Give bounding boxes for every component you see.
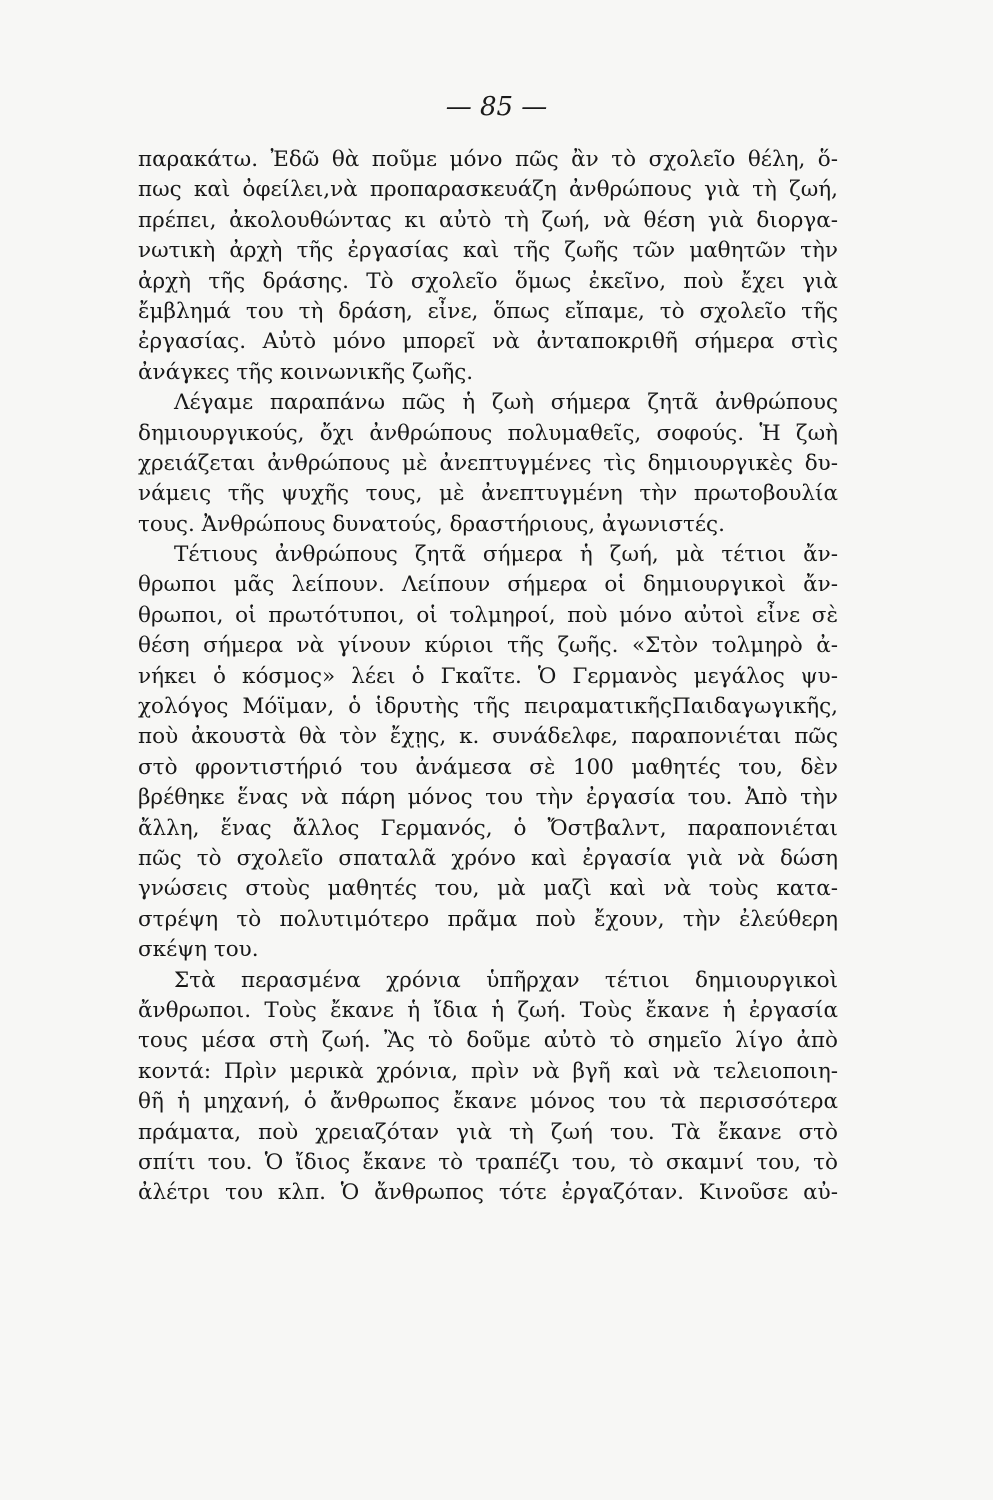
text-line: παρακάτω. Ἐδῶ θὰ ποῦμε μόνο πῶς ἂν τὸ σχολεῖο θέλη, ὅ- — [138, 147, 838, 172]
text-line: πρέπει, ἀκολουθώντας κι αὐτὸ τὴ ζωή, νὰ θέση γιὰ διοργα- — [138, 207, 838, 233]
text-line: τους. Ἀνθρώπους δυνατούς, δραστήριους, ἀγωνιστές. — [138, 511, 725, 537]
text-line: δημιουργικούς, ὄχι ἀνθρώπους πολυμαθεῖς, σοφούς. Ἡ ζωὴ — [138, 420, 838, 446]
text-line: νάμεις τῆς ψυχῆς τους, μὲ ἀνεπτυγμένη τὴν πρωτοβουλία — [138, 481, 838, 507]
text-line: νήκει ὁ κόσμος» λέει ὁ Γκαῖτε. Ὁ Γερμανὸς μεγάλος ψυ- — [138, 663, 838, 689]
text-line: χρειάζεται ἀνθρώπους μὲ ἀνεπτυγμένες τὶς δημιουργικὲς δυ- — [138, 450, 838, 476]
text-line: θέση σήμερα νὰ γίνουν κύριοι τῆς ζωῆς. «Στὸν τολμηρὸ ἀ- — [138, 633, 838, 659]
text-line: κοντά: Πρὶν μερικὰ χρόνια, πρὶν νὰ βγῆ καὶ νὰ τελειοποιη- — [138, 1058, 838, 1084]
text-line: ἄλλη, ἕνας ἄλλος Γερμανός, ὁ Ὄστβαλντ, παραπονιέται — [138, 815, 838, 841]
text-line: σκέψη του. — [138, 937, 259, 963]
text-line: ἀλέτρι του κλπ. Ὁ ἄνθρωπος τότε ἐργαζόταν. Κινοῦσε αὐ- — [138, 1180, 838, 1206]
text-line: πως καὶ ὀφείλει,νὰ προπαρασκευάζη ἀνθρώπους γιὰ τὴ ζωή, — [138, 177, 838, 203]
text-line: στρέψη τὸ πολυτιμότερο πρᾶμα ποὺ ἔχουν, τὴν ἐλεύθερη — [138, 906, 838, 932]
text-line: θρωποι μᾶς λείπουν. Λείπουν σήμερα οἱ δημιουργικοὶ ἄν- — [138, 572, 838, 598]
text-line: τους μέσα στὴ ζωή. Ἂς τὸ δοῦμε αὐτὸ τὸ σημεῖο λίγο ἀπὸ — [138, 1028, 838, 1054]
text-line: ἀνάγκες τῆς κοινωνικῆς ζωῆς. — [138, 359, 474, 385]
text-line: Στὰ περασμένα χρόνια ὑπῆρχαν τέτιοι δημιουργικοὶ — [174, 967, 838, 993]
page-number: — 85 — — [445, 92, 548, 122]
text-line: πράματα, ποὺ χρειαζόταν γιὰ τὴ ζωή του. Τὰ ἔκανε στὸ — [138, 1119, 838, 1145]
text-line: θρωποι, οἱ πρωτότυποι, οἱ τολμηροί, ποὺ μόνο αὐτοὶ εἶνε σὲ — [138, 602, 838, 628]
text-line: πῶς τὸ σχολεῖο σπαταλᾶ χρόνο καὶ ἐργασία γιὰ νὰ δώση — [138, 845, 838, 871]
text-line: ἔμβλημά του τὴ δράση, εἶνε, ὅπως εἴπαμε, τὸ σχολεῖο τῆς — [138, 298, 838, 324]
text-line: βρέθηκε ἕνας νὰ πάρη μόνος του τὴν ἐργασία του. Ἀπὸ τὴν — [138, 785, 838, 811]
text-line: Λέγαμε παραπάνω πῶς ἡ ζωὴ σήμερα ζητᾶ ἀνθρώπους — [174, 390, 838, 416]
text-line: χολόγος Μόϊμαν, ὁ ἱδρυτὴς τῆς πειραματικῆςΠαιδαγωγικῆς, — [138, 694, 838, 720]
text-line: ἐργασίας. Αὐτὸ μόνο μπορεῖ νὰ ἀνταποκριθῆ σήμερα στὶς — [138, 329, 838, 355]
body-text — [138, 145, 838, 1209]
text-line: ποὺ ἀκουστὰ θὰ τὸν ἔχῃς, κ. συνάδελφε, παραπονιέται πῶς — [138, 724, 838, 750]
text-line: Τέτιους ἀνθρώπους ζητᾶ σήμερα ἡ ζωή, μὰ τέτιοι ἄν- — [174, 542, 838, 568]
text-line: νωτικὴ ἀρχὴ τῆς ἐργασίας καὶ τῆς ζωῆς τῶν μαθητῶν τὴν — [138, 238, 838, 264]
text-line: σπίτι του. Ὁ ἴδιος ἔκανε τὸ τραπέζι του, τὸ σκαμνί του, τὸ — [138, 1149, 838, 1175]
text-line: ἄνθρωποι. Τοὺς ἔκανε ἡ ἴδια ἡ ζωή. Τοὺς ἔκανε ἡ ἐργασία — [138, 997, 838, 1023]
text-line: στὸ φροντιστήριό του ἀνάμεσα σὲ 100 μαθητές του, δὲν — [138, 754, 838, 780]
text-line: θῆ ἡ μηχανή, ὁ ἄνθρωπος ἔκανε μόνος του τὰ περισσότερα — [138, 1089, 838, 1115]
text-line: ἀρχὴ τῆς δράσης. Τὸ σχολεῖο ὅμως ἐκεῖνο, ποὺ ἔχει γιὰ — [138, 268, 838, 294]
text-line: γνώσεις στοὺς μαθητές του, μὰ μαζὶ καὶ νὰ τοὺς κατα- — [138, 876, 838, 902]
